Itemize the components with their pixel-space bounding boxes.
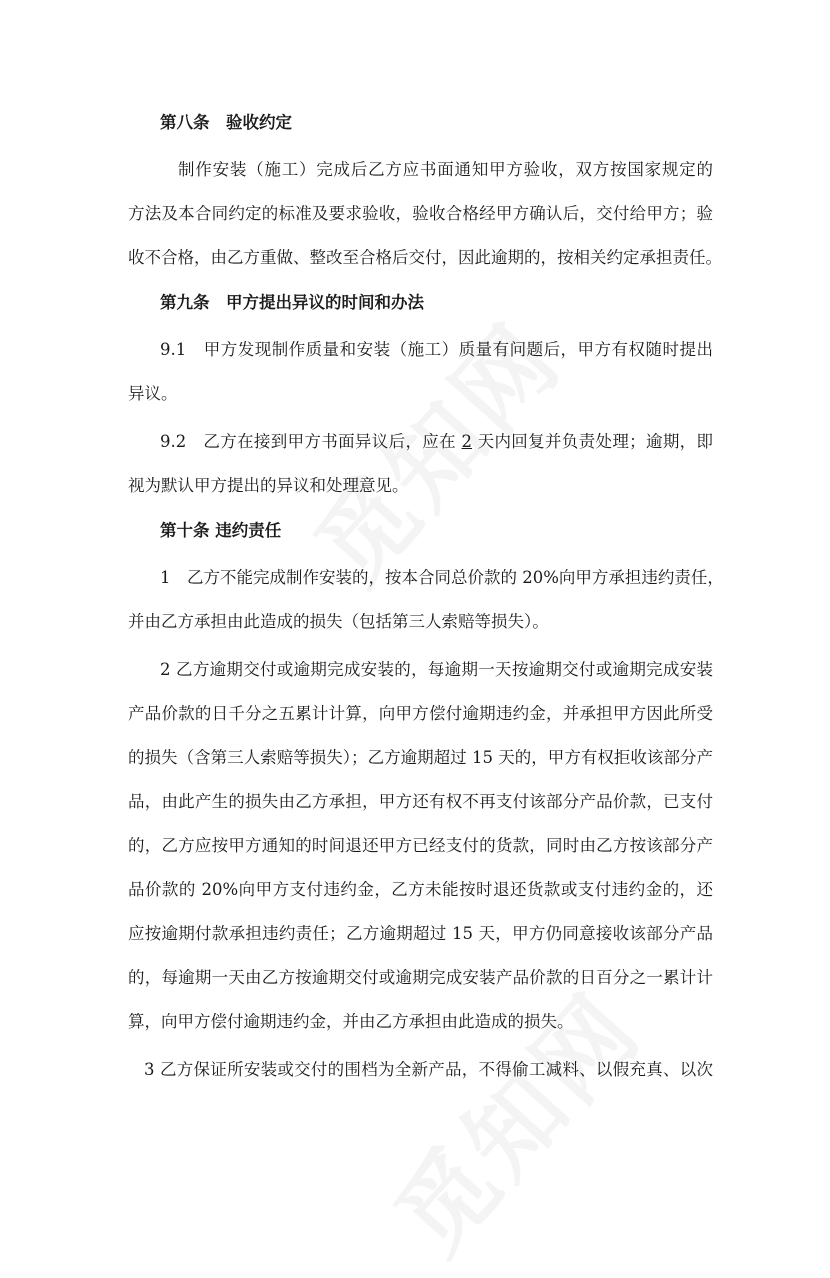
clause-10-3	[128, 1048, 713, 1092]
text-line: 品，由此产生的损失由乙方承担，甲方还有权不再支付该部分产品价款，已支付	[128, 792, 713, 811]
text-line: 产品价款的日千分之五累计计算，向甲方偿付逾期违约金，并承担甲方因此所受	[128, 704, 713, 723]
text-line	[128, 420, 713, 464]
clause-9-2	[128, 420, 713, 508]
text-line: 制作安装（施工）完成后乙方应书面通知甲方验收，双方按国家规定的	[178, 160, 713, 179]
response-days-value: 2	[461, 432, 473, 451]
clause-9-2-suffix: 天内回复并负责处理；逾期，即	[472, 432, 713, 451]
section-title-article-8: 第八条 验收约定	[160, 113, 292, 132]
text-line: 算，向甲方偿付逾期违约金，并由乙方承担由此造成的损失。	[128, 1012, 574, 1031]
text-line: 2 乙方逾期交付或逾期完成安装的，每逾期一天按逾期交付或逾期完成安装	[160, 660, 713, 679]
text-line: 3 乙方保证所安装或交付的围档为全新产品，不得偷工减料、以假充真、以次	[144, 1060, 713, 1079]
article-8-paragraph	[128, 148, 722, 280]
text-line: 9.1 甲方发现制作质量和安装（施工）质量有问题后，甲方有权随时提出	[160, 340, 713, 359]
text-line: 的，每逾期一天由乙方按逾期交付或逾期完成安装产品价款的日百分之一累计计	[128, 968, 713, 987]
clause-9-2-prefix: 9.2 乙方在接到甲方书面异议后，应在	[160, 432, 462, 451]
document-body	[128, 100, 724, 1092]
section-title-article-10: 第十条 违约责任	[160, 521, 282, 540]
text-line: 并由乙方承担由此造成的损失（包括第三人索赔等损失）。	[128, 612, 549, 631]
clause-10-1	[128, 556, 724, 644]
text-line: 的损失（含第三人索赔等损失）；乙方逾期超过 15 天的，甲方有权拒收该部分产	[128, 748, 713, 767]
text-line: 1 乙方不能完成制作安装的，按本合同总价款的 20%向甲方承担违约责任，	[160, 568, 724, 587]
text-line: 收不合格，由乙方重做、整改至合格后交付，因此逾期的，按相关约定承担责任。	[128, 248, 722, 267]
text-line: 品价款的 20%向甲方支付违约金，乙方未能按时退还货款或支付违约金的，还	[128, 880, 713, 899]
text-line: 异议。	[128, 384, 178, 403]
section-title-article-9: 第九条 甲方提出异议的时间和办法	[160, 293, 424, 312]
text-line: 应按逾期付款承担违约责任；乙方逾期超过 15 天，甲方仍同意接收该部分产品	[128, 924, 713, 943]
text-line: 方法及本合同约定的标准及要求验收，验收合格经甲方确认后，交付给甲方；验	[128, 204, 713, 223]
clause-9-1	[128, 328, 713, 416]
text-line: 视为默认甲方提出的异议和处理意见。	[128, 476, 409, 495]
clause-10-2	[128, 648, 713, 1044]
text-line: 的，乙方应按甲方通知的时间退还甲方已经支付的货款，同时由乙方按该部分产	[128, 836, 713, 855]
